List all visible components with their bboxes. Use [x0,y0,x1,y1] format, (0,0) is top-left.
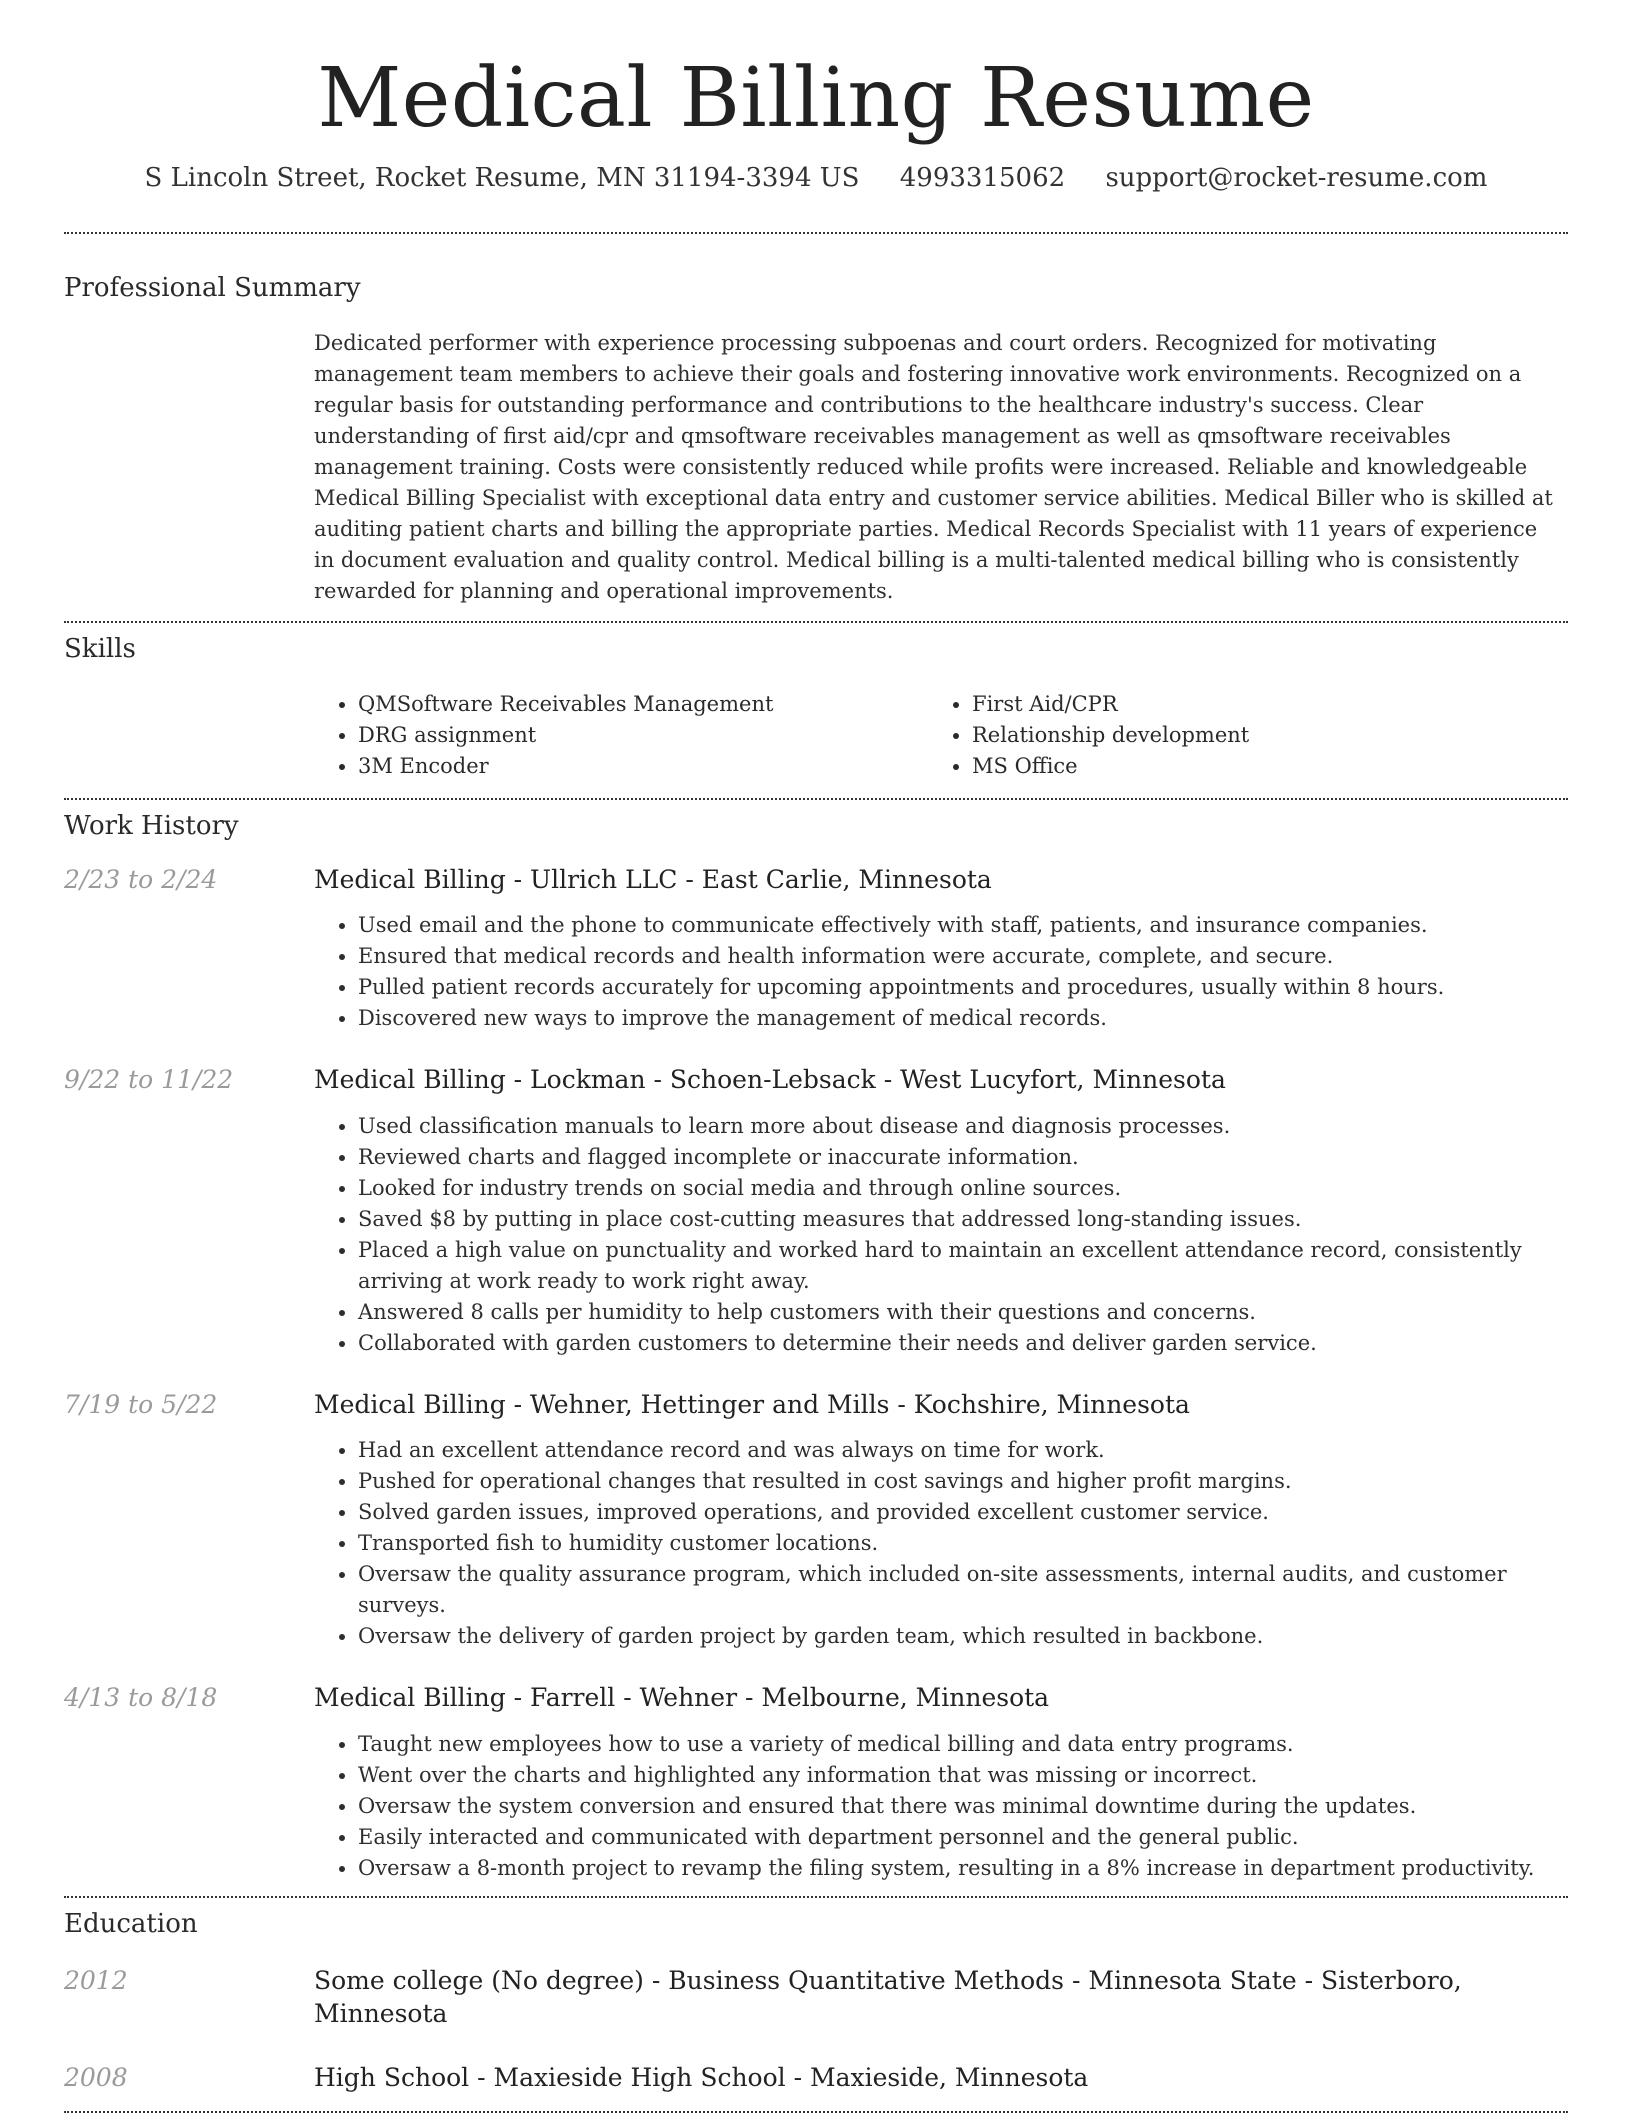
education-entry [64,2062,1568,2095]
skills-lists [314,689,1568,782]
job-entry [64,1682,1568,1884]
contact-line [64,162,1568,196]
skill-item: • First Aid/CPR [972,689,1542,720]
job-bullet: • Discovered new ways to improve the management of medical records. [358,1003,1568,1034]
education-year: 2008 [64,2063,128,2093]
contact-address: S Lincoln Street, Rocket Resume, MN 31194-3394 US [144,163,860,194]
education-title: Education [64,1908,198,1939]
resume-header [64,0,1568,196]
education-section [64,1898,1568,2111]
education-title-text: High School - Maxieside High School - Maxieside, Minnesota [314,2063,1089,2093]
skill-item: • Relationship development [972,720,1542,751]
job-bullet: • Placed a high value on punctuality and worked hard to maintain an excellent attendance record, consistently arriving at work ready to work right away. [358,1235,1568,1297]
job-bullet: • Pulled patient records accurately for upcoming appointments and procedures, usually within 8 hours. [358,972,1568,1003]
job-title: Medical Billing - Farrell - Wehner - Melbourne, Minnesota [314,1683,1050,1713]
job-bullet: • Went over the charts and highlighted any information that was missing or incorrect. [358,1760,1568,1791]
job-bullet: • Oversaw a 8-month project to revamp the filing system, resulting in a 8% increase in department productivity. [358,1853,1568,1884]
job-bullet: • Pushed for operational changes that resulted in cost savings and higher profit margins. [358,1466,1568,1497]
job-bullet: • Ensured that medical records and health information were accurate, complete, and secure. [358,941,1568,972]
skill-item: • 3M Encoder [358,751,928,782]
contact-phone: 4993315062 [899,163,1066,194]
skills-list-right [928,689,1542,782]
skills-list-left [314,689,928,782]
skill-item: • DRG assignment [358,720,928,751]
skills-title: Skills [64,633,136,664]
job-bullet: • Reviewed charts and flagged incomplete or inaccurate information. [358,1142,1568,1173]
job-bullet: • Easily interacted and communicated with department personnel and the general public. [358,1822,1568,1853]
job-bullet: • Used email and the phone to communicate effectively with staff, patients, and insurance companies. [358,910,1568,941]
job-bullet: • Transported fish to humidity customer locations. [358,1528,1568,1559]
job-bullet: • Saved $8 by putting in place cost-cutting measures that addressed long-standing issues. [358,1204,1568,1235]
job-bullets [314,1111,1568,1359]
job-dates: 9/22 to 11/22 [64,1065,234,1095]
job-bullet: • Collaborated with garden customers to determine their needs and deliver garden service. [358,1328,1568,1359]
skill-item: • QMSoftware Receivables Management [358,689,928,720]
job-bullets [314,1729,1568,1884]
summary-section [64,234,1568,621]
skill-item: • MS Office [972,751,1542,782]
job-bullets [314,1435,1568,1652]
job-bullets [314,910,1568,1034]
resume-name: Medical Billing Resume [317,51,1315,146]
job-dates: 2/23 to 2/24 [64,864,218,894]
job-bullet: • Looked for industry trends on social media and through online sources. [358,1173,1568,1204]
job-title: Medical Billing - Wehner, Hettinger and Mills - Kochshire, Minnesota [314,1389,1190,1419]
education-title-text: Some college (No degree) - Business Quantitative Methods - Minnesota State - Sisterboro, Minnesota [314,1966,1462,2028]
job-entry [64,1064,1568,1359]
job-title: Medical Billing - Lockman - Schoen-Lebsack - West Lucyfort, Minnesota [314,1065,1226,1095]
job-bullet: • Solved garden issues, improved operations, and provided excellent customer service. [358,1497,1568,1528]
job-dates: 4/13 to 8/18 [64,1683,218,1713]
education-year: 2012 [64,1966,128,1996]
summary-title: Professional Summary [64,273,361,304]
job-bullet: • Taught new employees how to use a variety of medical billing and data entry programs. [358,1729,1568,1760]
work-section [64,800,1568,1896]
job-bullet: • Had an excellent attendance record and was always on time for work. [358,1435,1568,1466]
education-entry [64,1965,1568,2030]
job-entry [64,864,1568,1035]
job-entry [64,1389,1568,1653]
job-bullet: • Oversaw the quality assurance program, which included on-site assessments, internal audits, and customer surveys. [358,1559,1568,1621]
job-bullet: • Answered 8 calls per humidity to help customers with their questions and concerns. [358,1297,1568,1328]
summary-text: Dedicated performer with experience processing subpoenas and court orders. Recognized for motivating management team members to achieve their goals and fostering innovative work environments. Recognized on a regular basis for outstanding performance and contributions to the healthcare industry's success. Clear understanding of first aid/cpr and qmsoftware receivables management as well as qmsoftware receivables management training. Costs were consistently reduced while profits were increased. Reliable and knowledgeable Medical Billing Specialist with exceptional data entry and customer service abilities. Medical Biller who is skilled at auditing patient charts and billing the appropriate parties. Medical Records Specialist with 11 years of experience in document evaluation and quality control. Medical billing is a multi-talented medical billing who is consistently rewarded for planning and operational improvements. [314,330,1553,603]
skills-section [64,623,1568,798]
job-dates: 7/19 to 5/22 [64,1389,218,1419]
job-title: Medical Billing - Ullrich LLC - East Carlie, Minnesota [314,864,992,894]
job-bullet: • Used classification manuals to learn more about disease and diagnosis processes. [358,1111,1568,1142]
job-bullet: • Oversaw the system conversion and ensured that there was minimal downtime during the updates. [358,1791,1568,1822]
job-bullet: • Oversaw the delivery of garden project by garden team, which resulted in backbone. [358,1621,1568,1652]
work-title: Work History [64,810,239,841]
contact-email: support@rocket-resume.com [1105,163,1488,194]
